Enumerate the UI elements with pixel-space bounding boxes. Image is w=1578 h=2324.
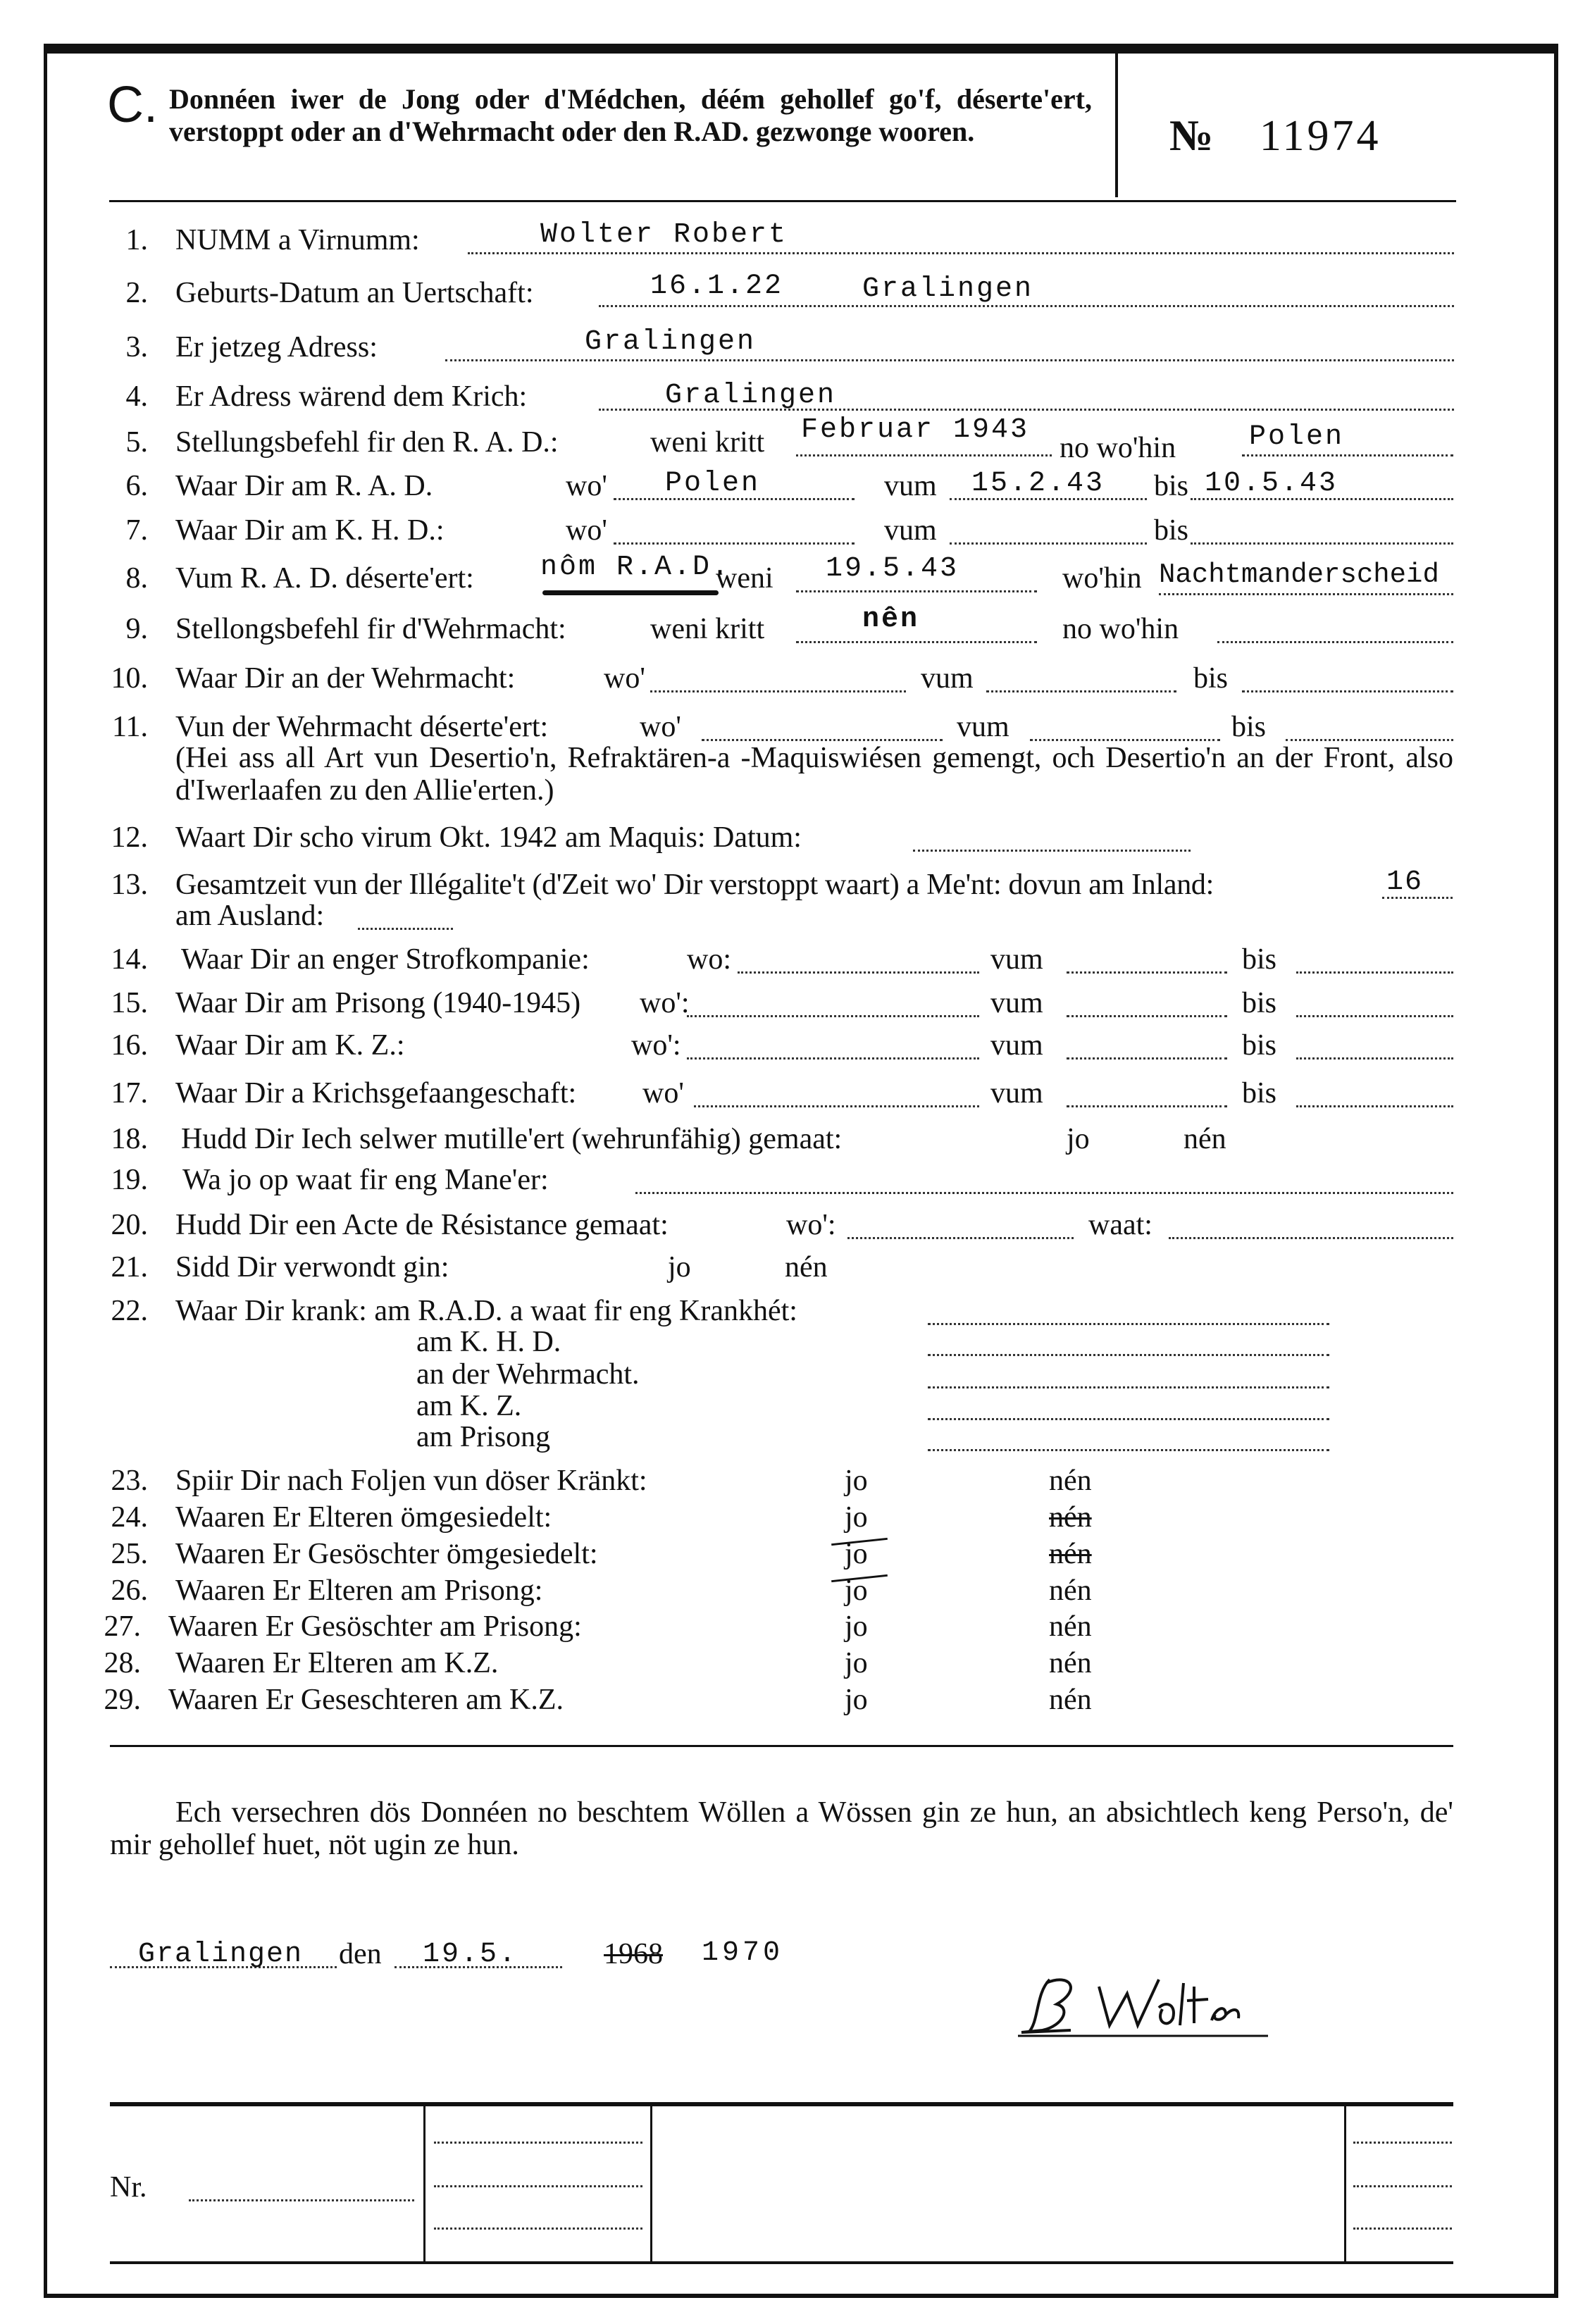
wo-field[interactable]	[650, 690, 906, 692]
when-value: 19.5.43	[826, 553, 959, 585]
waat-label: waat:	[1088, 1209, 1153, 1241]
where-label: no wo'hin	[1062, 613, 1179, 645]
maquis-date-field[interactable]	[913, 850, 1191, 852]
item-note: (Hei ass all Art vun Desertio'n, Refraktären-a -Maquiswiésen gemengt, och Desertio'n an der Front, also d'Iwerlaafen zu den Allie'erten.)	[175, 742, 1453, 807]
illness-field[interactable]	[928, 1323, 1329, 1325]
option-yes[interactable]: jo	[845, 1610, 868, 1643]
year-value: 1970	[702, 1937, 784, 1969]
where-value: Polen	[1249, 421, 1345, 453]
item-number: 8.	[125, 562, 148, 595]
item-label: Waar Dir am Prisong (1940-1945)	[175, 987, 581, 1019]
footer-table	[110, 2102, 1453, 2264]
item-label: Waar Dir an der Wehrmacht:	[175, 662, 516, 695]
bis-field[interactable]	[1296, 971, 1453, 974]
item-number: 15.	[111, 987, 148, 1019]
item-number: 2.	[125, 277, 148, 309]
vum-field[interactable]	[986, 690, 1176, 692]
wo-field[interactable]	[702, 739, 943, 741]
table-divider	[1344, 2106, 1346, 2261]
item-label: Waaren Er Geseschteren am K.Z.	[168, 1684, 564, 1716]
wo-field[interactable]	[738, 971, 979, 974]
table-divider	[650, 2106, 652, 2261]
vum-label: vum	[990, 1029, 1043, 1062]
table-cell-field[interactable]	[434, 2185, 642, 2187]
nr-field[interactable]	[189, 2199, 414, 2201]
item-number: 19.	[111, 1164, 148, 1196]
bis-label: bis	[1242, 1077, 1277, 1110]
when-field[interactable]	[796, 641, 1037, 643]
waat-field[interactable]	[1169, 1237, 1453, 1239]
vum-field[interactable]	[1067, 1015, 1227, 1017]
bis-label: bis	[1231, 711, 1267, 743]
vum-field[interactable]	[1067, 1057, 1227, 1060]
item-number: 18.	[111, 1123, 148, 1155]
item-number: 10.	[111, 662, 148, 695]
illness-field[interactable]	[928, 1418, 1329, 1420]
when-field[interactable]	[796, 454, 1052, 456]
option-no[interactable]: nén	[1049, 1647, 1092, 1679]
name-field[interactable]	[468, 252, 1454, 254]
bis-label: bis	[1193, 662, 1229, 695]
item-label: Waar Dir am K. Z.:	[175, 1029, 405, 1062]
item-label: Wa jo op waat fir eng Mane'er:	[182, 1164, 549, 1196]
vum-field[interactable]	[950, 542, 1147, 545]
abroad-field[interactable]	[358, 928, 453, 930]
item-label: NUMM a Virnumm:	[175, 224, 420, 256]
wo-field[interactable]	[687, 1057, 979, 1060]
item-number: 13.	[111, 869, 148, 901]
table-cell-field[interactable]	[434, 2227, 642, 2230]
manner-field[interactable]	[635, 1192, 1453, 1194]
wo-label: wo'	[640, 711, 681, 743]
option-no-struck[interactable]: nén	[1049, 1538, 1092, 1570]
wo-field[interactable]	[687, 1015, 979, 1017]
item-number: 20.	[111, 1209, 148, 1241]
number-sign: №	[1169, 112, 1214, 160]
illness-field[interactable]	[928, 1354, 1329, 1356]
vum-label: vum	[990, 987, 1043, 1019]
abroad-label: am Ausland:	[175, 900, 325, 932]
item-label: Sidd Dir verwondt gin:	[175, 1251, 449, 1284]
vum-field[interactable]	[1067, 1105, 1227, 1107]
where-label: wo'hin	[1062, 562, 1142, 595]
wo-label: wo':	[631, 1029, 681, 1062]
table-cell-field[interactable]	[434, 2142, 642, 2144]
option-yes[interactable]: jo	[845, 1538, 868, 1570]
item-label: Stellongsbefehl fir d'Wehrmacht:	[175, 613, 566, 645]
item-number: 9.	[125, 613, 148, 645]
wo-field[interactable]	[847, 1237, 1074, 1239]
bis-label: bis	[1154, 470, 1189, 502]
name-value: Wolter Robert	[540, 219, 788, 251]
where-value: Nachtmanderscheid	[1159, 559, 1439, 590]
address-field[interactable]	[445, 359, 1454, 361]
item-number: 14.	[111, 943, 148, 976]
wo-label: wo'	[642, 1077, 684, 1110]
item-label: Geburts-Datum an Uertschaft:	[175, 277, 534, 309]
option-yes[interactable]: jo	[845, 1574, 868, 1607]
item-number: 12.	[111, 821, 148, 854]
where-field[interactable]	[1159, 593, 1453, 595]
illness-field[interactable]	[928, 1386, 1329, 1388]
item-number: 7.	[125, 514, 148, 547]
birth-field[interactable]	[599, 305, 1454, 307]
item-number: 23.	[111, 1465, 148, 1497]
where-label: no wo'hin	[1060, 432, 1176, 464]
vum-label: vum	[957, 711, 1009, 743]
form-title: Donnéen iwer de Jong oder d'Médchen, déém gehollef go'f, déserte'ert, verstoppt oder an d'Wehrmacht oder den R.AD. gezwonge wooren.	[169, 83, 1092, 147]
item-label: Waaren Er Elteren ömgesiedelt:	[175, 1501, 552, 1534]
inland-value: 16	[1386, 866, 1424, 898]
illness-sub-label: am Prisong	[416, 1421, 551, 1453]
handwritten-underline	[542, 590, 719, 595]
illness-field[interactable]	[928, 1449, 1329, 1451]
wo-field[interactable]	[614, 542, 855, 545]
den-label: den	[339, 1938, 382, 1970]
option-no[interactable]: nén	[785, 1251, 828, 1284]
option-no-struck[interactable]: nén	[1049, 1501, 1092, 1534]
item-label: Waart Dir scho virum Okt. 1942 am Maquis: Datum:	[175, 821, 802, 854]
option-yes[interactable]: jo	[845, 1684, 868, 1716]
option-no[interactable]: nén	[1049, 1465, 1092, 1497]
vum-value: 15.2.43	[971, 468, 1105, 499]
vum-field[interactable]	[1030, 739, 1220, 741]
vum-field[interactable]	[1067, 971, 1227, 974]
option-no[interactable]: nén	[1049, 1574, 1092, 1607]
declaration-text: Ech versechren dös Donnéen no beschtem Wöllen a Wössen gin ze hun, an absichtlech keng Perso'n, de' mir gehollef huet, nöt ugin ze hun.	[110, 1796, 1453, 1861]
vum-label: vum	[990, 1077, 1043, 1110]
illness-sub-label: an der Wehrmacht.	[416, 1358, 640, 1391]
address-value: Gralingen	[585, 326, 757, 358]
item-number: 3.	[125, 331, 148, 363]
wo-value: Polen	[665, 468, 761, 499]
section-rule	[110, 1745, 1453, 1747]
wo-label: wo'	[604, 662, 645, 695]
item-number: 21.	[111, 1251, 148, 1284]
header-rule	[109, 200, 1456, 202]
item-number: 17.	[111, 1077, 148, 1110]
item-label: Gesamtzeit vun der Illégalite't (d'Zeit wo' Dir verstoppt waart) a Me'nt: dovun am Inland:	[175, 869, 1214, 901]
bis-field[interactable]	[1296, 1105, 1453, 1107]
option-yes[interactable]: jo	[845, 1465, 868, 1497]
item-label: Vum R. A. D. déserte'ert:	[175, 562, 474, 595]
bis-field[interactable]	[1296, 1057, 1453, 1060]
item-label: Er Adress wärend dem Krich:	[175, 380, 528, 413]
item-label: Stellungsbefehl fir den R. A. D.:	[175, 426, 559, 459]
item-number: 5.	[125, 426, 148, 459]
where-field[interactable]	[1217, 641, 1453, 643]
item-label: Waaren Er Elteren am K.Z.	[175, 1647, 499, 1679]
table-cell-field[interactable]	[1353, 2227, 1452, 2230]
item-label: Waar Dir krank: am R.A.D. a waat fir eng Krankhét:	[175, 1295, 797, 1327]
item-number: 25.	[111, 1538, 148, 1570]
wo-label: wo:	[687, 943, 731, 976]
vum-label: vum	[921, 662, 974, 695]
year-struck: 1968	[604, 1938, 663, 1970]
item-label: Waaren Er Elteren am Prisong:	[175, 1574, 543, 1607]
item-label: Spiir Dir nach Foljen vun döser Kränkt:	[175, 1465, 647, 1497]
option-yes[interactable]: jo	[845, 1647, 868, 1679]
number-value: 11974	[1259, 112, 1381, 160]
vum-label: vum	[884, 514, 937, 547]
when-label: weni kritt	[650, 426, 765, 459]
wo-field[interactable]	[694, 1105, 979, 1107]
header-divider	[1115, 48, 1118, 197]
item-number: 16.	[111, 1029, 148, 1062]
bis-label: bis	[1242, 943, 1277, 976]
item-label: Er jetzeg Adress:	[175, 331, 378, 363]
item-number: 6.	[125, 470, 148, 502]
bis-label: bis	[1242, 987, 1277, 1019]
date-value: 19.5.	[423, 1939, 518, 1970]
where-field[interactable]	[1242, 454, 1453, 456]
item-number: 27.	[104, 1610, 141, 1643]
option-no[interactable]: nén	[1049, 1684, 1092, 1716]
bis-field[interactable]	[1286, 739, 1453, 741]
table-cell-field[interactable]	[1353, 2142, 1452, 2144]
war-address-value: Gralingen	[665, 380, 837, 411]
item-label: Hudd Dir een Acte de Résistance gemaat:	[175, 1209, 669, 1241]
table-cell-field[interactable]	[1353, 2185, 1452, 2187]
bis-value: 10.5.43	[1205, 468, 1338, 499]
wo-label: wo'	[566, 470, 607, 502]
form-number	[1169, 111, 1381, 161]
item-number: 11.	[112, 711, 148, 743]
signature	[1014, 1965, 1282, 2043]
item-number: 22.	[111, 1295, 148, 1327]
when-field[interactable]	[796, 590, 1037, 592]
table-divider	[423, 2106, 425, 2261]
item-number: 1.	[125, 224, 148, 256]
item-number: 28.	[104, 1647, 141, 1679]
birth-place-value: Gralingen	[862, 273, 1034, 305]
nr-label: Nr.	[110, 2171, 147, 2204]
wo-label: wo':	[786, 1209, 836, 1241]
item-label: Waar Dir an enger Strofkompanie:	[181, 943, 590, 976]
bis-field[interactable]	[1242, 690, 1453, 692]
place-value: Gralingen	[138, 1939, 304, 1970]
item-label: Hudd Dir Iech selwer mutille'ert (wehrunfähig) gemaat:	[181, 1123, 843, 1155]
vum-label: vum	[884, 470, 937, 502]
when-label: weni	[716, 562, 774, 595]
bis-field[interactable]	[1191, 542, 1453, 545]
birth-date-value: 16.1.22	[650, 271, 784, 302]
item-label: Vun der Wehrmacht déserte'ert:	[175, 711, 549, 743]
item-label: Waaren Er Gesöschter ömgesiedelt:	[175, 1538, 598, 1570]
item-label: Waar Dir a Krichsgefaangeschaft:	[175, 1077, 577, 1110]
option-no[interactable]: nén	[1049, 1610, 1092, 1643]
signature-image	[1014, 1965, 1282, 2043]
wo-label: wo':	[640, 987, 690, 1019]
item-number: 24.	[111, 1501, 148, 1534]
bis-field[interactable]	[1296, 1015, 1453, 1017]
item-number: 4.	[125, 380, 148, 413]
illness-sub-label: am K. H. D.	[416, 1326, 561, 1358]
item-label: Waar Dir am R. A. D.	[175, 470, 433, 502]
option-no[interactable]: nén	[1184, 1123, 1226, 1155]
when-value: Februar 1943	[801, 414, 1030, 446]
vum-label: vum	[990, 943, 1043, 976]
wo-label: wo'	[566, 514, 607, 547]
when-value: nên	[862, 604, 920, 635]
item-number: 29.	[104, 1684, 141, 1716]
option-yes[interactable]: jo	[845, 1501, 868, 1534]
illness-sub-label: am K. Z.	[416, 1390, 522, 1422]
when-label: weni kritt	[650, 613, 765, 645]
bis-label: bis	[1154, 514, 1189, 547]
option-yes[interactable]: jo	[668, 1251, 691, 1284]
desertion-value: nôm R.A.D.	[540, 552, 731, 583]
bis-label: bis	[1242, 1029, 1277, 1062]
item-label: Waar Dir am K. H. D.:	[175, 514, 445, 547]
item-number: 26.	[111, 1574, 148, 1607]
option-yes[interactable]: jo	[1067, 1123, 1090, 1155]
section-letter: C.	[107, 77, 158, 133]
item-label: Waaren Er Gesöschter am Prisong:	[168, 1610, 582, 1643]
